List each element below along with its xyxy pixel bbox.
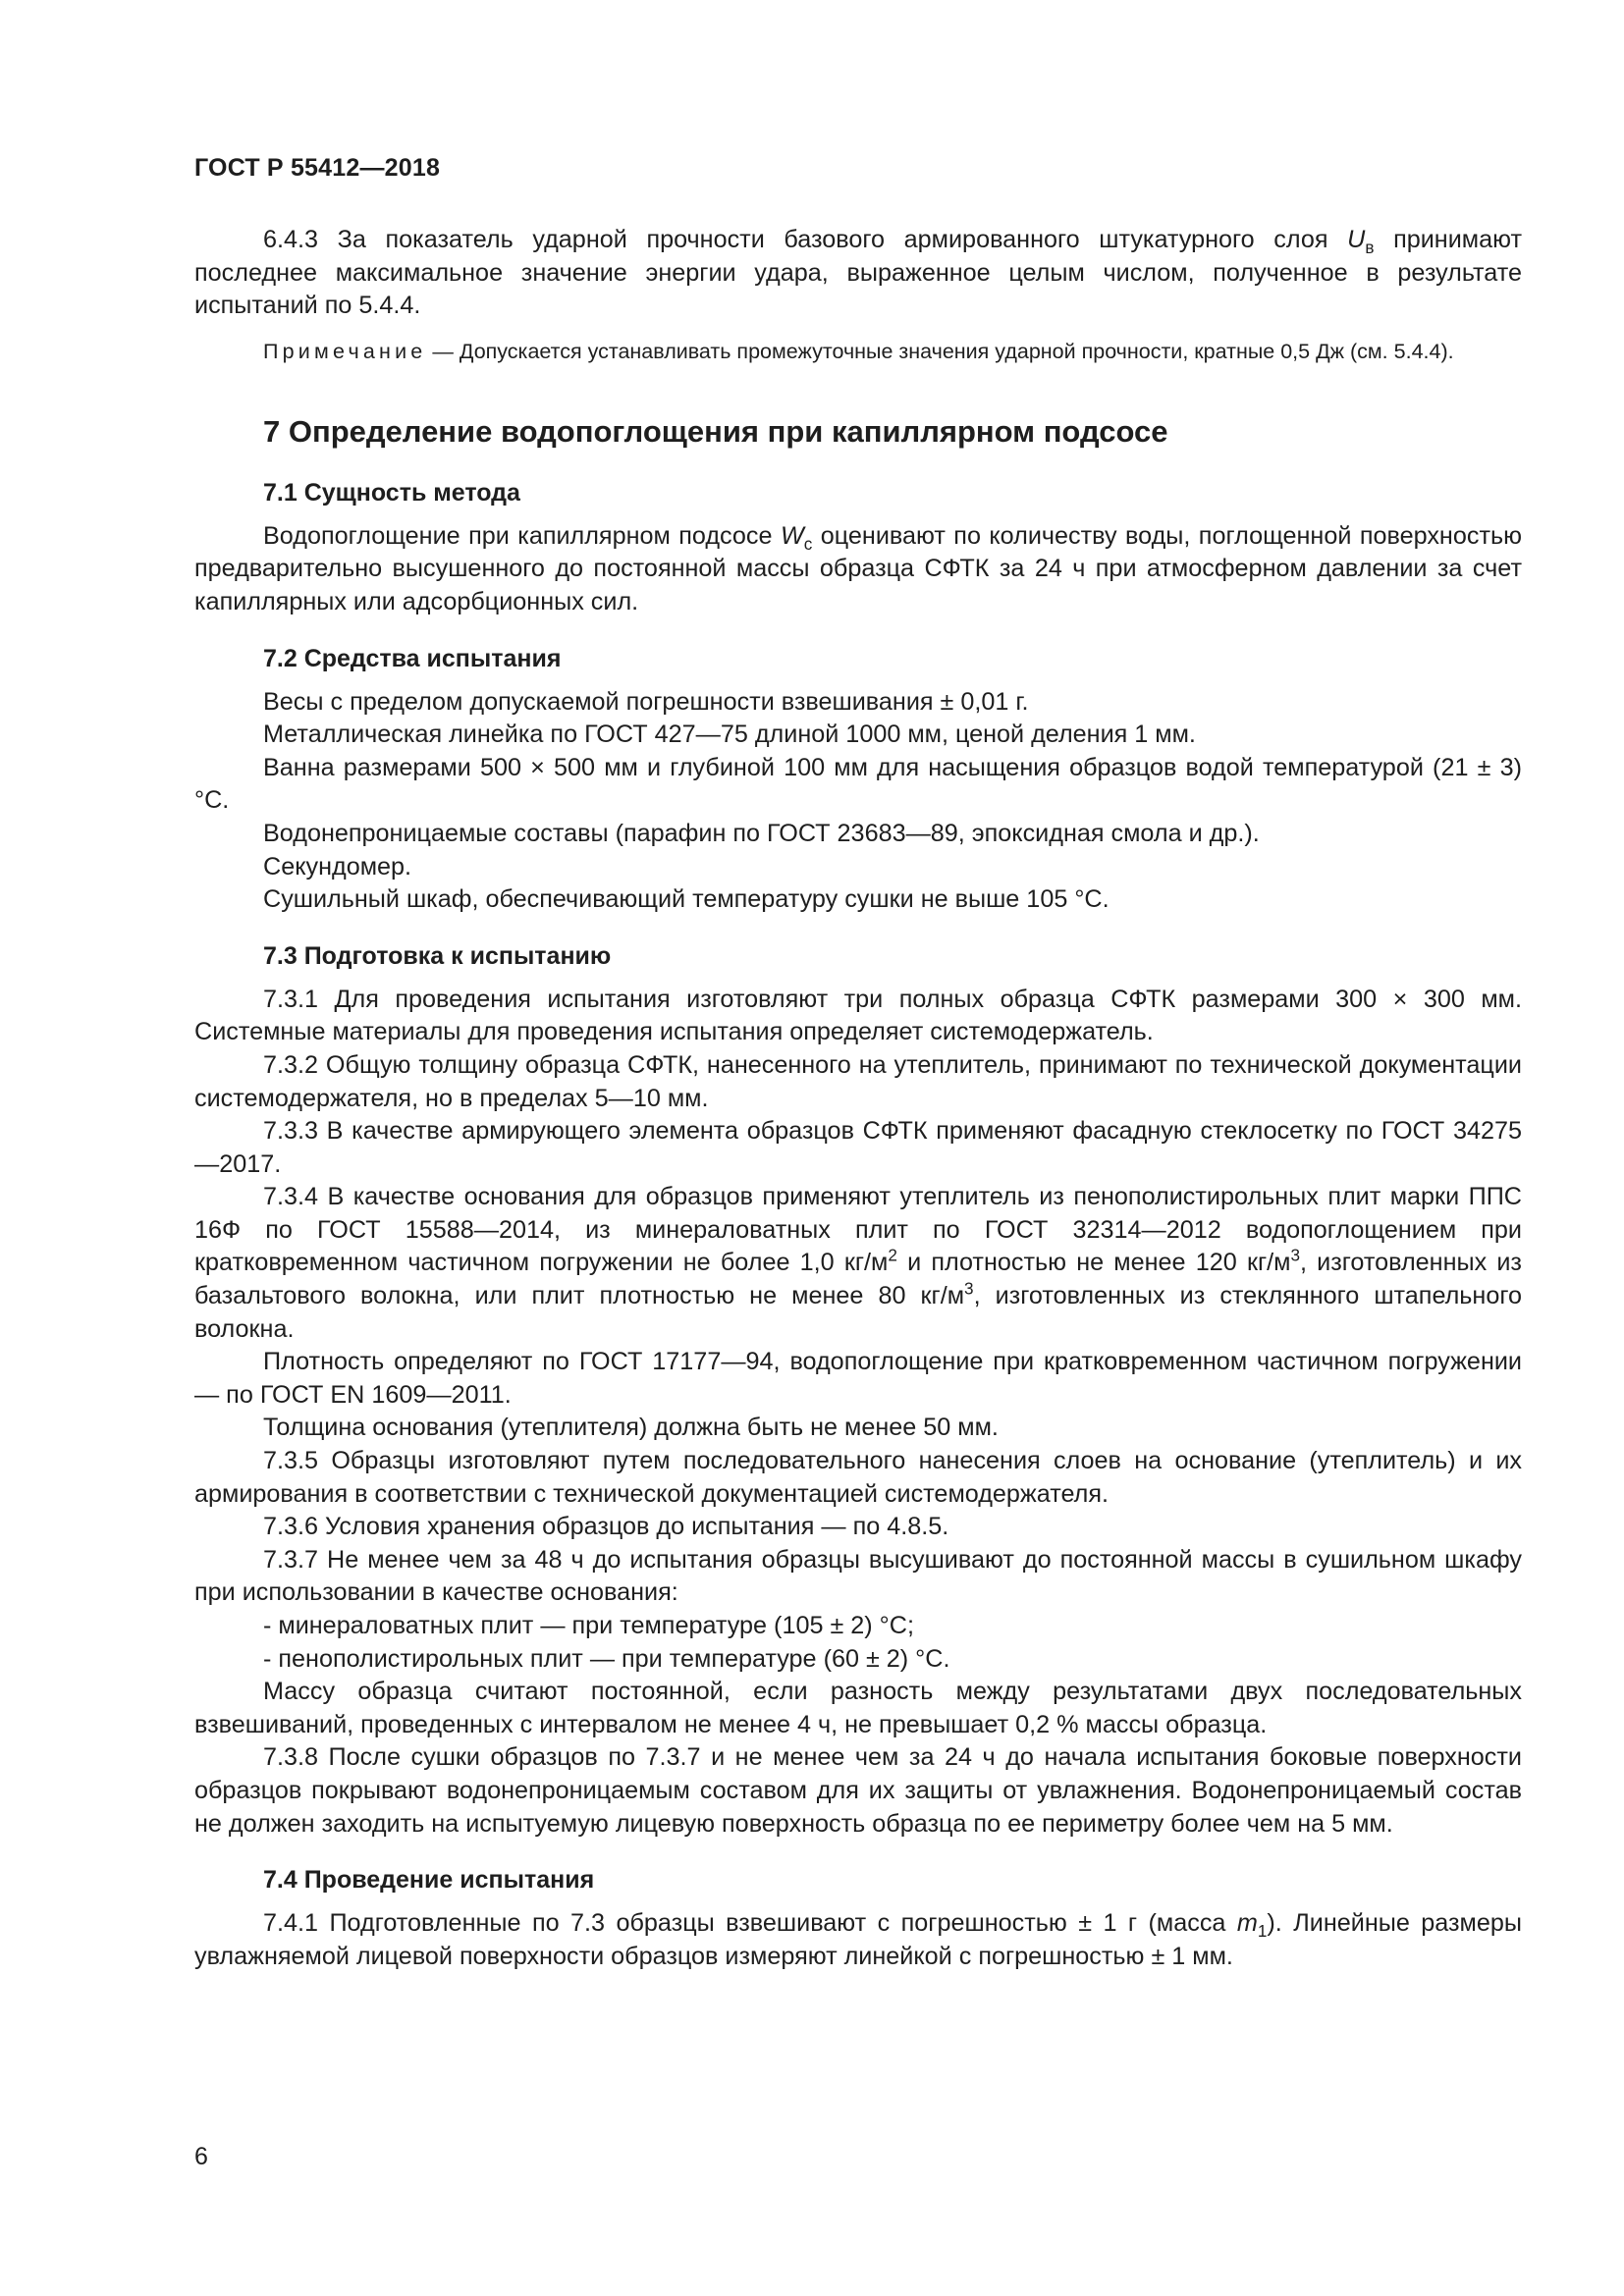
- paragraph-7-3-4: 7.3.4 В качестве основания для образцов применяют утеплитель из пенополистирольных плит марки ППС 16Ф по ГОСТ 15588—2014, из минераловатных плит по ГОСТ 32314—2012 водопоглощением при кратковременном частичном погружении не более 1,0 $кг/м^2$ и плотностью не менее 120 $кг/м^3$, изготовленных из базальтового волокна, или плит плотностью не менее 80 $кг/м^3$, изготовленных из стеклянного штапельного волокна.: [194, 1183, 1522, 1343]
- equipment-item: Секундомер.: [263, 852, 412, 881]
- paragraph-7-1: Водопоглощение при капиллярном подсосе $W_с$ оценивают по количеству воды, поглощенной поверхностью предварительно высушенного до постоянной массы образца СФТК за 24 ч при атмосферном давлении за счет капиллярных или адсорбционных сил.: [194, 521, 1522, 615]
- paragraph-7-3-7: 7.3.7 Не менее чем за 48 ч до испытания образцы высушивают до постоянной массы в сушильном шкафу при использовании в качестве основания:: [194, 1545, 1522, 1607]
- subsection-7-1-heading: 7.1 Сущность метода: [263, 478, 520, 507]
- document-id-header: ГОСТ Р 55412—2018: [194, 154, 441, 182]
- paragraph-mass: Массу образца считают постоянной, если разность между результатами двух последовательных взвешиваний, проведенных с интервалом не менее 4 ч, не превышает 0,2 % массы образца.: [194, 1678, 1522, 1738]
- equipment-item: Металлическая линейка по ГОСТ 427—75 длиной 1000 мм, ценой деления 1 мм.: [263, 721, 1196, 749]
- paragraph-7-3-5: 7.3.5 Образцы изготовляют путем последовательного нанесения слоев на основание (утеплитель) и их армирования в соответствии с технической документацией системодержателя.: [194, 1447, 1522, 1508]
- page-content: [194, 224, 1522, 1973]
- paragraph-7-3-8: 7.3.8 После сушки образцов по 7.3.7 и не менее чем за 24 ч до начала испытания боковые поверхности образцов покрывают водонепроницаемым составом для их защиты от увлажнения. Водонепроницаемый состав не должен заходить на испытуемую лицевую поверхность образца по ее периметру более чем на 5 мм.: [194, 1743, 1522, 1838]
- paragraph-7-3-6: 7.3.6 Условия хранения образцов до испытания — по 4.8.5.: [263, 1513, 949, 1541]
- note-label: Примечание: [263, 339, 427, 363]
- paragraph-7-3-3: 7.3.3 В качестве армирующего элемента образцов СФТК применяют фасадную стеклосетку по ГОСТ 34275—2017.: [194, 1117, 1522, 1178]
- equipment-item: Весы с пределом допускаемой погрешности взвешивания ± 0,01 г.: [263, 687, 1029, 716]
- paragraph-7-4-1: 7.4.1 Подготовленные по 7.3 образцы взвешивают с погрешностью ± 1 г (масса $m_1$). Линейные размеры увлажняемой лицевой поверхности образцов измеряют линейкой с погрешностью ± 1 мм.: [194, 1909, 1522, 1970]
- section-7-title: 7 Определение водопоглощения при капиллярном подсосе: [263, 413, 1168, 449]
- note-paragraph: Примечание — Допускается устанавливать промежуточные значения ударной прочности, кратные 0,5 Дж (см. 5.4.4).: [263, 339, 1454, 363]
- subsection-7-3-heading: 7.3 Подготовка к испытанию: [263, 941, 612, 970]
- list-item: - пенополистирольных плит — при температуре (60 ± 2) °С.: [263, 1644, 950, 1673]
- subsection-7-2-heading: 7.2 Средства испытания: [263, 644, 562, 672]
- paragraph-6-4-3: 6.4.3 За показатель ударной прочности базового армированного штукатурного слоя $U_в$ принимают последнее максимальное значение энергии удара, выраженное целым числом, полученное в результате испытаний по 5.4.4.: [194, 226, 1522, 320]
- subsection-7-4-heading: 7.4 Проведение испытания: [263, 1866, 595, 1895]
- paragraph-thickness: Толщина основания (утеплителя) должна быть не менее 50 мм.: [263, 1414, 999, 1442]
- paragraph-density: Плотность определяют по ГОСТ 17177—94, водопоглощение при кратковременном частичном погружении — по ГОСТ EN 1609—2011.: [194, 1348, 1522, 1409]
- equipment-item: Ванна размерами 500 × 500 мм и глубиной 100 мм для насыщения образцов водой температурой (21 ± 3) °С.: [194, 753, 1522, 815]
- page-number: 6: [194, 2143, 208, 2170]
- equipment-item: Водонепроницаемые составы (парафин по ГОСТ 23683—89, эпоксидная смола и др.).: [263, 819, 1260, 847]
- equipment-item: Сушильный шкаф, обеспечивающий температуру сушки не выше 105 °С.: [263, 885, 1110, 914]
- paragraph-7-3-2: 7.3.2 Общую толщину образца СФТК, нанесенного на утеплитель, принимают по технической документации системодержателя, но в пределах 5—10 мм.: [194, 1050, 1522, 1112]
- paragraph-7-3-1: 7.3.1 Для проведения испытания изготовляют три полных образца СФТК размерами 300 × 300 мм. Системные материалы для проведения испытания определяет системодержатель.: [194, 985, 1522, 1046]
- list-item: - минераловатных плит — при температуре (105 ± 2) °С;: [263, 1612, 914, 1639]
